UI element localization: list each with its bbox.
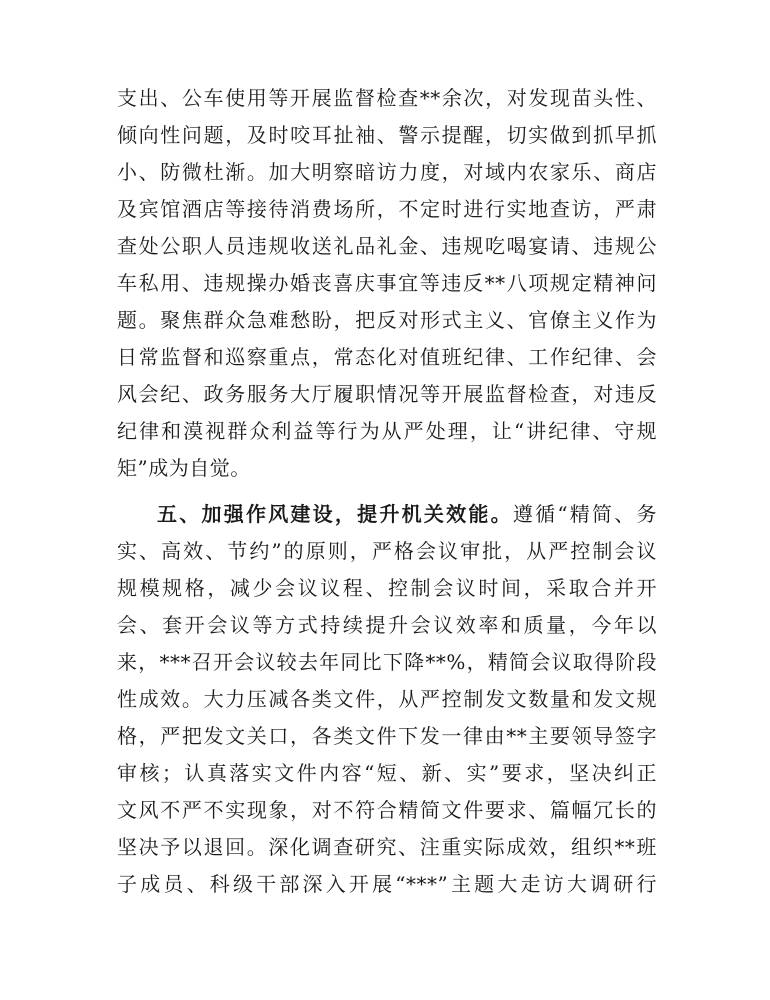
- text-line: 文风不严不实现象，对不符合精简文件要求、篇幅冗长的: [117, 798, 657, 822]
- text-line: 风会纪、政务服务大厅履职情况等开展监督检查，对违反: [117, 382, 657, 406]
- text-line: 支出、公车使用等开展监督检查**余次，对发现苗头性、: [117, 86, 657, 110]
- text-line: 倾向性问题，及时咬耳扯袖、警示提醒，切实做到抓早抓: [117, 123, 657, 147]
- text-line: 查处公职人员违规收送礼品礼金、违规吃喝宴请、违规公: [117, 234, 657, 258]
- text-line: 及宾馆酒店等接待消费场所，不定时进行实地查访，严肃: [117, 197, 657, 221]
- text-line: 来，***召开会议较去年同比下降**%，精简会议取得阶段: [117, 650, 657, 674]
- section-heading: 五、加强作风建设，提升机关效能。: [157, 502, 513, 526]
- section-heading-line: [117, 496, 657, 533]
- text-line: 子成员、科级干部深入开展“***”主题大走访大调研行: [117, 872, 657, 896]
- text-line: 审核；认真落实文件内容“短、新、实”要求，坚决纠正: [117, 761, 657, 785]
- text-line: 格，严把发文关口，各类文件下发一律由**主要领导签字: [117, 724, 657, 748]
- text-line: 会、套开会议等方式持续提升会议效率和质量，今年以: [117, 613, 657, 637]
- paragraph-work-style: [117, 496, 657, 903]
- text-line: 小、防微杜渐。加大明察暗访力度，对域内农家乐、商店: [117, 160, 657, 184]
- text-line: 题。聚焦群众急难愁盼，把反对形式主义、官僚主义作为: [117, 308, 657, 332]
- paragraph-supervision: [117, 80, 657, 487]
- text-line: 纪律和漠视群众利益等行为从严处理，让“讲纪律、守规: [117, 419, 657, 443]
- text-line: 矩”成为自觉。: [117, 456, 251, 480]
- text-line: 性成效。大力压减各类文件，从严控制发文数量和发文规: [117, 687, 657, 711]
- text-line: 实、高效、节约”的原则，严格会议审批，从严控制会议: [117, 539, 657, 563]
- text-line: 车私用、违规操办婚丧喜庆事宜等违反**八项规定精神问: [117, 271, 657, 295]
- text-line: 规模规格，减少会议议程、控制会议时间，采取合并开: [117, 576, 657, 600]
- heading-line-text: 遵循“精简、务: [512, 502, 658, 526]
- text-line: 日常监督和巡察重点，常态化对值班纪律、工作纪律、会: [117, 345, 657, 369]
- text-line: 坚决予以退回。深化调查研究、注重实际成效，组织**班: [117, 835, 657, 859]
